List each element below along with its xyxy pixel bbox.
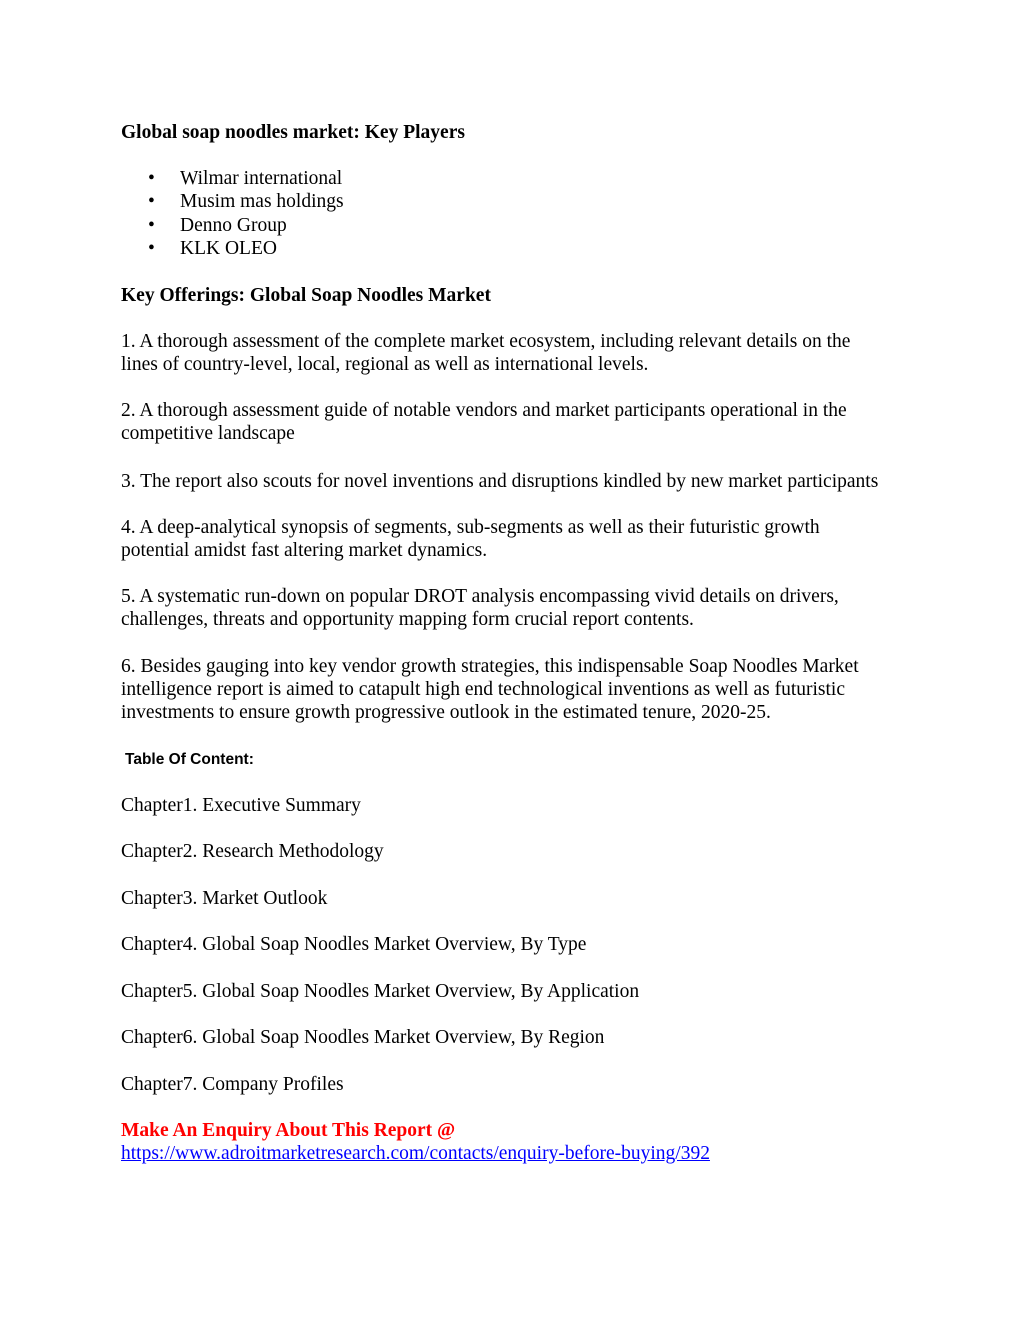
list-item-text: Wilmar international <box>180 168 343 189</box>
key-players-heading: Global soap noodles market: Key Players <box>121 122 465 143</box>
toc-chapter-1: Chapter1. Executive Summary <box>121 795 361 816</box>
paragraph-line: 3. The report also scouts for novel inventions and disruptions kindled by new market participants <box>121 471 879 492</box>
list-item-text: KLK OLEO <box>180 237 277 259</box>
toc-chapter-7: Chapter7. Company Profiles <box>121 1074 344 1095</box>
paragraph-line: 5. A systematic run-down on popular DROT analysis encompassing vivid details on drivers, <box>121 586 839 607</box>
toc-chapter-4: Chapter4. Global Soap Noodles Market Overview, By Type <box>121 934 587 955</box>
paragraph-line: 1. A thorough assessment of the complete market ecosystem, including relevant details on the <box>121 331 851 352</box>
table-of-content-heading: Table Of Content: <box>125 751 254 768</box>
paragraph-line: 2. A thorough assessment guide of notable vendors and market participants operational in the <box>121 400 847 421</box>
bullet-icon: • <box>148 237 155 259</box>
paragraph-line: intelligence report is aimed to catapult high end technological inventions as well as futuristic <box>121 679 846 700</box>
paragraph-line: lines of country-level, local, regional as well as international levels. <box>121 354 649 375</box>
list-item-text: Denno Group <box>180 214 287 236</box>
offering-point-4 <box>121 516 911 562</box>
offering-point-1 <box>121 330 911 376</box>
toc-chapter-6: Chapter6. Global Soap Noodles Market Overview, By Region <box>121 1027 605 1048</box>
key-offerings-heading: Key Offerings: Global Soap Noodles Market <box>121 285 491 306</box>
toc-chapter-2: Chapter2. Research Methodology <box>121 841 384 862</box>
paragraph-line: competitive landscape <box>121 423 295 444</box>
enquiry-label: Make An Enquiry About This Report @ <box>121 1120 456 1141</box>
offering-point-6 <box>121 655 911 724</box>
toc-chapter-5: Chapter5. Global Soap Noodles Market Overview, By Application <box>121 981 640 1002</box>
paragraph-line: challenges, threats and opportunity mapping form crucial report contents. <box>121 609 694 630</box>
paragraph-line: 6. Besides gauging into key vendor growth strategies, this indispensable Soap Noodles Market <box>121 656 859 677</box>
bullet-icon: • <box>148 191 155 213</box>
paragraph-line: potential amidst fast altering market dynamics. <box>121 540 488 561</box>
paragraph-line: 4. A deep-analytical synopsis of segments, sub-segments as well as their futuristic growth <box>121 517 820 538</box>
offering-point-2 <box>121 399 911 445</box>
bullet-icon: • <box>148 168 155 189</box>
offering-point-3 <box>121 470 911 493</box>
offering-point-5 <box>121 585 911 631</box>
toc-chapter-3: Chapter3. Market Outlook <box>121 888 328 909</box>
paragraph-line: investments to ensure growth progressive outlook in the estimated tenure, 2020-25. <box>121 702 771 723</box>
bullet-icon: • <box>148 214 155 236</box>
list-item-text: Musim mas holdings <box>180 191 344 213</box>
enquiry-link[interactable]: https://www.adroitmarketresearch.com/contacts/enquiry-before-buying/392 <box>121 1143 710 1164</box>
